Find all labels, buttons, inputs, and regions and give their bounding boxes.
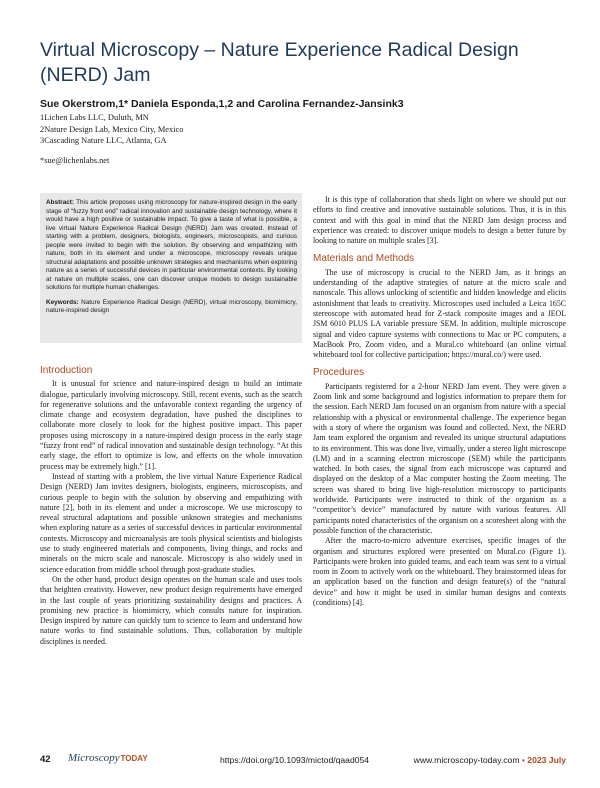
introduction-paragraph: Instead of starting with a problem, the live virtual Nature Experience Radical Design (NERD) Jam invites designers, biologists, engineers, microscopists, and curious people to begin with the solution by observing and empathizing with nature [2], both in its element and under a microscope. We use microscopy to reveal structural adaptations and possible unknown strategies and mechanisms when exploring nature as a series of successful devices in particular environmental contexts. Microscopy and microanalysis are tools physical scientists and biologists use to study engineered materials and components, living things, and rocks and minerals on the micro scale and nanoscale. Microscopy is also widely used in science education from middle school through post-graduate studies. xyxy=(40,471,302,574)
affiliations xyxy=(40,112,440,147)
intro-continuation-paragraph: It is this type of collaboration that sheds light on where we should put our efforts to find creative and innovative sustainable solutions. Thus, it is in this context and with this goal in mind that the NERD Jam design process and experience was created: to discover unique models to design a better future by looking to nature on multiple scales [3]. xyxy=(313,195,566,246)
journal-logo xyxy=(68,752,148,764)
procedures-paragraph: After the macro-to-micro adventure exercises, specific images of the organism and structures explored were presented on Mural.co (Figure 1). Participants were broken into guided teams, and each team was sent to a virtual room in Zoom to actively work on the whiteboard. They brainstormed ideas for an application based on the function and design feature(s) of the “natural device” and how it might be used in similar human designs and contexts (conditions) [4]. xyxy=(313,536,566,607)
right-column xyxy=(313,195,566,608)
abstract-text: This article proposes using microscopy for nature-inspired design in the early stage of “fuzzy front end” radical innovation and sustainable design technology, where it would have a high positive or sustainable impact. To give a taste of what is possible, a live virtual Nature Experience Radical Design (NERD) Jam was created. Instead of starting with a problem, designers, biologists, engineers, microscopists, and curious people were invited to begin with the solution. By observing and empathizing with nature, both in its element and under a microscope, microscopy reveals unique structural adaptations and possible unknown strategies and mechanisms when exploring nature as a series of successful devices in particular environmental contexts. By looking at nature on multiple scales, one can discover unique models to design sustainable solutions for multiple human challenges. xyxy=(46,199,297,291)
affiliation-1: 1Lichen Labs LLC, Duluth, MN xyxy=(40,113,149,122)
introduction-paragraph: It is unusual for science and nature-inspired design to build an intimate dialogue, particularly involving microscopy. Still, recent events, such as the search for regenerative solutions and the unfavorable context regarding the urgency of climate change and ecosystem degradation, have pushed the disciplines to collaborate more closely to look for the highest positive impact. This paper proposes using microscopy in a nature-inspired design process in the early stage “fuzzy front end” of radical innovation and sustainable design technology. “At this early stage, the effort to optimize is low, and effects on the whole innovation process may be extremely high.” [1]. xyxy=(40,379,302,471)
doi-link[interactable]: https://doi.org/10.1093/mictod/qaad054 xyxy=(220,755,370,765)
keywords-text: Nature Experience Radical Design (NERD), virtual microscopy, biomimicry, nature-inspired design xyxy=(46,298,297,314)
materials-paragraph: The use of microscopy is crucial to the NERD Jam, as it brings an understanding of the adaptive strategies of nature at the micro scale and nanoscale. This allows unlocking of scientific and hidden knowledge and elicits astonishment that leads to creativity. Microscopes used included a Leica 165C stereoscope with automated head for Z-stack composite images and a JEOL JSM 6010 PLUS LA variable pressure SEM. In addition, multiple microscope signal and video capture systems with connections to Mac or PC computers, a MacBook Pro, Zoom video, and a Mural.co whiteboard (an online virtual whiteboard tool for collective participation; https://mural.co/) were used. xyxy=(313,267,566,360)
website-link[interactable]: www.microscopy-today.com xyxy=(413,755,520,765)
introduction-paragraph: On the other hand, product design operates on the human scale and uses tools that heighten creativity. However, new product design requirements have emerged in the last couple of years prioritizing sustainability designs and practices. A promising new practice is biomimicry, which consults nature for inspiration. Design inspired by nature can quickly turn to science to learn and understand how nature works to find sustainable solutions. Thus, collaboration by multiple disciplines is needed. xyxy=(40,574,302,646)
procedures-heading: Procedures xyxy=(313,367,365,379)
author-list: Sue Okerstrom,1* Daniela Esponda,1,2 and Carolina Fernandez-Jansink3 xyxy=(40,98,404,110)
separator-dot: • xyxy=(521,755,525,765)
affiliation-2: 2Nature Design Lab, Mexico City, Mexico xyxy=(40,124,184,134)
abstract-label: Abstract: xyxy=(46,199,75,206)
abstract-paragraph xyxy=(46,199,297,293)
corresponding-email: *sue@lichenlabs.net xyxy=(40,156,110,165)
introduction-heading: Introduction xyxy=(40,365,93,376)
issue-date: 2023 July xyxy=(527,755,566,765)
procedures-paragraph: Participants registered for a 2-hour NERD Jam event. They were given a Zoom link and some background and logistics information to prepare them for the session. Each NERD Jam focused on an organism from nature with a special relationship with a physical or environmental challenge. The experience began with a story of where the organism was found and collected. Next, the NERD Jam team explored the organism and revealed its unique structural adaptations to its environment. This was done live, virtually, under a stereo light microscope (LM) and in a scanning electron microscope (SEM) while the participants watched. In both cases, the signal from each microscope was captured and displayed on the desktop of a Mac computer hosting the Zoom meeting. The screen was shared to bring live high-resolution microscopy to participants worldwide. Participants were instructed to think of the organism as a “competitor’s device” manufactured by nature with various features. All participants noted characteristics of the organism on a scoresheet along with the possible function of the characteristic. xyxy=(313,381,566,535)
keywords-label: Keywords: xyxy=(46,298,79,306)
logo-microscopy-text: Microscopy xyxy=(68,752,120,764)
page-footer xyxy=(40,752,566,772)
materials-heading: Materials and Methods xyxy=(313,253,415,265)
abstract-box xyxy=(40,193,302,343)
article-title: Virtual Microscopy – Nature Experience Radical Design (NERD) Jam xyxy=(40,39,519,86)
left-column xyxy=(40,366,302,647)
logo-today-text: TODAY xyxy=(120,754,148,763)
keywords-paragraph xyxy=(46,299,297,316)
page-number: 42 xyxy=(40,754,51,765)
affiliation-3: 3Cascading Nature LLC, Atlanta, GA xyxy=(40,136,167,146)
footer-site-date xyxy=(414,755,566,765)
